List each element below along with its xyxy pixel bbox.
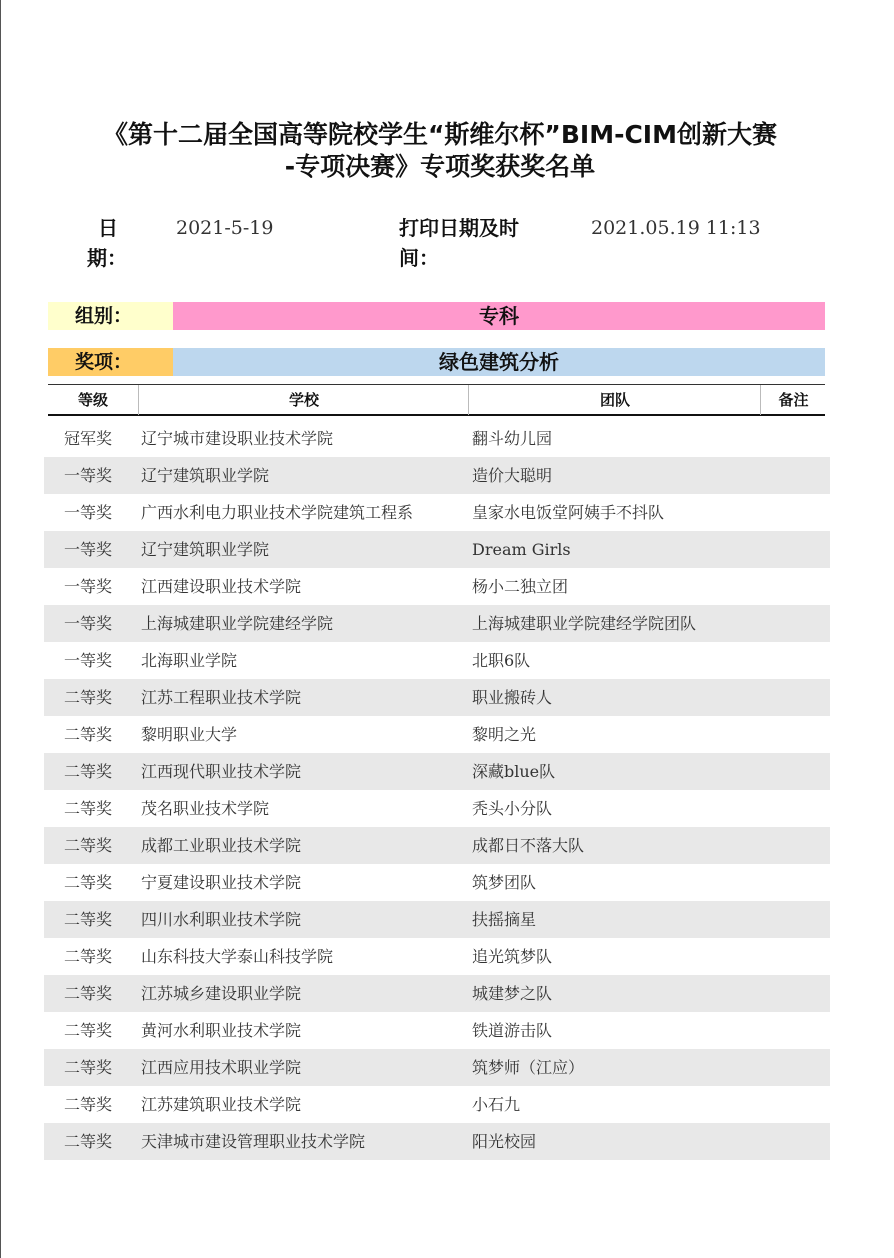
table-row xyxy=(44,642,830,679)
cell-team: 黎明之光 xyxy=(472,725,537,744)
table-row xyxy=(44,457,830,494)
cell-team: 北职6队 xyxy=(472,651,531,670)
print-time-value: 2021.05.19 11:13 xyxy=(591,217,761,239)
cell-level: 一等奖 xyxy=(64,466,113,485)
cell-team: 杨小二独立团 xyxy=(472,577,569,596)
award-label: 奖项： xyxy=(48,348,173,376)
table-row xyxy=(44,568,830,605)
cell-school: 山东科技大学泰山科技学院 xyxy=(141,947,334,966)
cell-team: 扶摇摘星 xyxy=(472,910,537,929)
cell-team: 筑梦师（江应） xyxy=(472,1058,585,1077)
cell-team: 职业搬砖人 xyxy=(472,688,553,707)
cell-school: 四川水利职业技术学院 xyxy=(141,910,302,929)
cell-school: 天津城市建设管理职业技术学院 xyxy=(141,1132,366,1151)
table-row xyxy=(44,531,830,568)
cell-level: 二等奖 xyxy=(64,1021,113,1040)
award-table-body xyxy=(44,420,830,1160)
award-band xyxy=(48,348,825,376)
cell-team: 深藏blue队 xyxy=(472,762,556,781)
table-row xyxy=(44,938,830,975)
cell-level: 一等奖 xyxy=(64,577,113,596)
cell-school: 江苏工程职业技术学院 xyxy=(141,688,302,707)
cell-level: 一等奖 xyxy=(64,614,113,633)
header-school: 学校 xyxy=(138,385,469,415)
table-row xyxy=(44,975,830,1012)
cell-level: 一等奖 xyxy=(64,540,113,559)
table-row xyxy=(44,1049,830,1086)
cell-level: 二等奖 xyxy=(64,1095,113,1114)
cell-team: 成都日不落大队 xyxy=(472,836,585,855)
cell-level: 二等奖 xyxy=(64,873,113,892)
cell-level: 二等奖 xyxy=(64,799,113,818)
cell-team: 秃头小分队 xyxy=(472,799,553,818)
table-row xyxy=(44,1086,830,1123)
print-time-label-line-2: 间： xyxy=(399,246,439,270)
cell-team: 翻斗幼儿园 xyxy=(472,429,553,448)
cell-team: 筑梦团队 xyxy=(472,873,537,892)
cell-school: 江苏建筑职业技术学院 xyxy=(141,1095,302,1114)
cell-team: 造价大聪明 xyxy=(472,466,553,485)
cell-team: 小石九 xyxy=(472,1095,521,1114)
cell-level: 二等奖 xyxy=(64,910,113,929)
cell-school: 辽宁城市建设职业技术学院 xyxy=(141,429,334,448)
cell-school: 上海城建职业学院建经学院 xyxy=(141,614,334,633)
cell-school: 宁夏建设职业技术学院 xyxy=(141,873,302,892)
date-value: 2021-5-19 xyxy=(176,217,274,239)
table-row xyxy=(44,420,830,457)
cell-level: 二等奖 xyxy=(64,762,113,781)
header-remark: 备注 xyxy=(760,385,826,415)
cell-team: 追光筑梦队 xyxy=(472,947,553,966)
table-header xyxy=(48,384,825,416)
cell-level: 二等奖 xyxy=(64,836,113,855)
cell-school: 黎明职业大学 xyxy=(141,725,238,744)
table-row xyxy=(44,605,830,642)
cell-level: 二等奖 xyxy=(64,1058,113,1077)
cell-team: 皇家水电饭堂阿姨手不抖队 xyxy=(472,503,665,522)
table-row xyxy=(44,1012,830,1049)
award-value: 绿色建筑分析 xyxy=(173,348,825,376)
cell-school: 江西现代职业技术学院 xyxy=(141,762,302,781)
page-left-border xyxy=(0,0,1,1258)
cell-school: 茂名职业技术学院 xyxy=(141,799,270,818)
cell-team: 阳光校园 xyxy=(472,1132,537,1151)
document-title-line-1: 《第十二届全国高等院校学生“斯维尔杯”BIM-CIM创新大赛 xyxy=(102,120,777,149)
cell-school: 北海职业学院 xyxy=(141,651,238,670)
table-row xyxy=(44,901,830,938)
cell-level: 二等奖 xyxy=(64,947,113,966)
cell-team: 铁道游击队 xyxy=(472,1021,553,1040)
cell-school: 辽宁建筑职业学院 xyxy=(141,540,270,559)
cell-level: 二等奖 xyxy=(64,984,113,1003)
table-row xyxy=(44,827,830,864)
table-row xyxy=(44,716,830,753)
group-label: 组别： xyxy=(48,302,173,330)
cell-school: 成都工业职业技术学院 xyxy=(141,836,302,855)
header-level: 等级 xyxy=(77,391,108,409)
cell-school: 江苏城乡建设职业学院 xyxy=(141,984,302,1003)
cell-school: 辽宁建筑职业学院 xyxy=(141,466,270,485)
cell-team: 城建梦之队 xyxy=(472,984,553,1003)
cell-team: Dream Girls xyxy=(472,540,571,559)
date-label-line-2: 期： xyxy=(87,246,127,270)
group-band xyxy=(48,302,825,330)
cell-school: 广西水利电力职业技术学院建筑工程系 xyxy=(141,503,414,522)
table-row xyxy=(44,1123,830,1160)
cell-level: 一等奖 xyxy=(64,503,113,522)
table-row xyxy=(44,494,830,531)
table-row xyxy=(44,864,830,901)
cell-level: 二等奖 xyxy=(64,725,113,744)
cell-school: 黄河水利职业技术学院 xyxy=(141,1021,302,1040)
date-label-line-1: 日 xyxy=(98,216,118,240)
table-row xyxy=(44,679,830,716)
cell-school: 江西应用技术职业学院 xyxy=(141,1058,302,1077)
document-title-line-2: -专项决赛》专项奖获奖名单 xyxy=(284,152,596,181)
cell-level: 冠军奖 xyxy=(64,429,113,448)
group-value: 专科 xyxy=(173,302,825,330)
table-row xyxy=(44,753,830,790)
cell-level: 二等奖 xyxy=(64,1132,113,1151)
cell-team: 上海城建职业学院建经学院团队 xyxy=(472,614,697,633)
header-team: 团队 xyxy=(468,385,761,415)
cell-school: 江西建设职业技术学院 xyxy=(141,577,302,596)
print-time-label-line-1: 打印日期及时 xyxy=(399,216,519,240)
cell-level: 二等奖 xyxy=(64,688,113,707)
table-row xyxy=(44,790,830,827)
cell-level: 一等奖 xyxy=(64,651,113,670)
